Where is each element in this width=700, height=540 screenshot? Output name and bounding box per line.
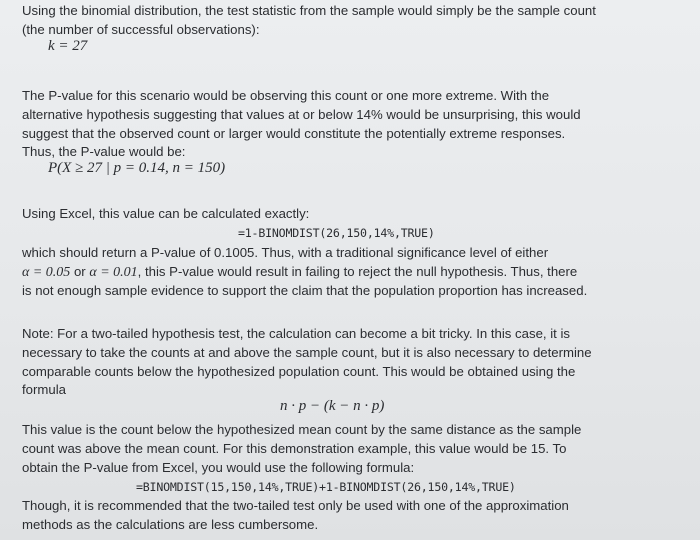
s3-line-4: is not enough sample evidence to support the claim that the population proportion has increased. [22, 283, 588, 298]
s4-equation: n · p − (k − n · p) [280, 398, 385, 414]
s4-line-3: comparable counts below the hypothesized population count. This would be obtained using the [22, 364, 576, 379]
s4-line-5: This value is the count below the hypothesized mean count by the same distance as the sample [22, 422, 582, 437]
s3-line-2: which should return a P-value of 0.1005. Thus, with a traditional significance level of either [22, 245, 549, 260]
s3-or: or [73, 264, 86, 279]
s3-line-3-rest: , this P-value would result in failing to reject the null hypothesis. Thus, there [137, 264, 578, 279]
s1-line-2: (the number of successful observations): [22, 22, 260, 37]
alpha-005: α = 0.05 [22, 265, 71, 280]
s3-line-1: Using Excel, this value can be calculated exactly: [22, 206, 310, 221]
s2-line-4: Thus, the P-value would be: [22, 144, 186, 159]
s4-line-8: Though, it is recommended that the two-tailed test only be used with one of the approximation [22, 498, 569, 513]
s2-line-3: suggest that the observed count or larger would constitute the potentially extreme responses. [22, 126, 566, 141]
s1-equation: k = 27 [48, 38, 88, 54]
s4-line-9: methods as the calculations are less cumbersome. [22, 517, 319, 532]
s3-excel-formula: =1-BINOMDIST(26,150,14%,TRUE) [238, 226, 435, 240]
s4-line-2: necessary to take the counts at and above the sample count, but it is also necessary to determine [22, 345, 592, 360]
s4-line-4: formula [22, 382, 66, 397]
s2-equation: P(X ≥ 27 | p = 0.14, n = 150) [48, 160, 226, 176]
s1-line-1: Using the binomial distribution, the test statistic from the sample would simply be the sample count [22, 3, 596, 18]
s4-line-7: obtain the P-value from Excel, you would use the following formula: [22, 460, 415, 475]
alpha-001: α = 0.01 [89, 265, 138, 280]
s2-line-2: alternative hypothesis suggesting that values at or below 14% would be unsurprising, this would [22, 107, 581, 122]
s4-line-1: Note: For a two-tailed hypothesis test, the calculation can become a bit tricky. In this case, it is [22, 326, 571, 341]
s4-line-6: count was above the mean count. For this demonstration example, this value would be 15. To [22, 441, 567, 456]
s4-excel-formula: =BINOMDIST(15,150,14%,TRUE)+1-BINOMDIST(26,150,14%,TRUE) [136, 480, 516, 494]
s3-line-3 [22, 263, 577, 281]
s2-line-1: The P-value for this scenario would be observing this count or one more extreme. With the [22, 88, 550, 103]
